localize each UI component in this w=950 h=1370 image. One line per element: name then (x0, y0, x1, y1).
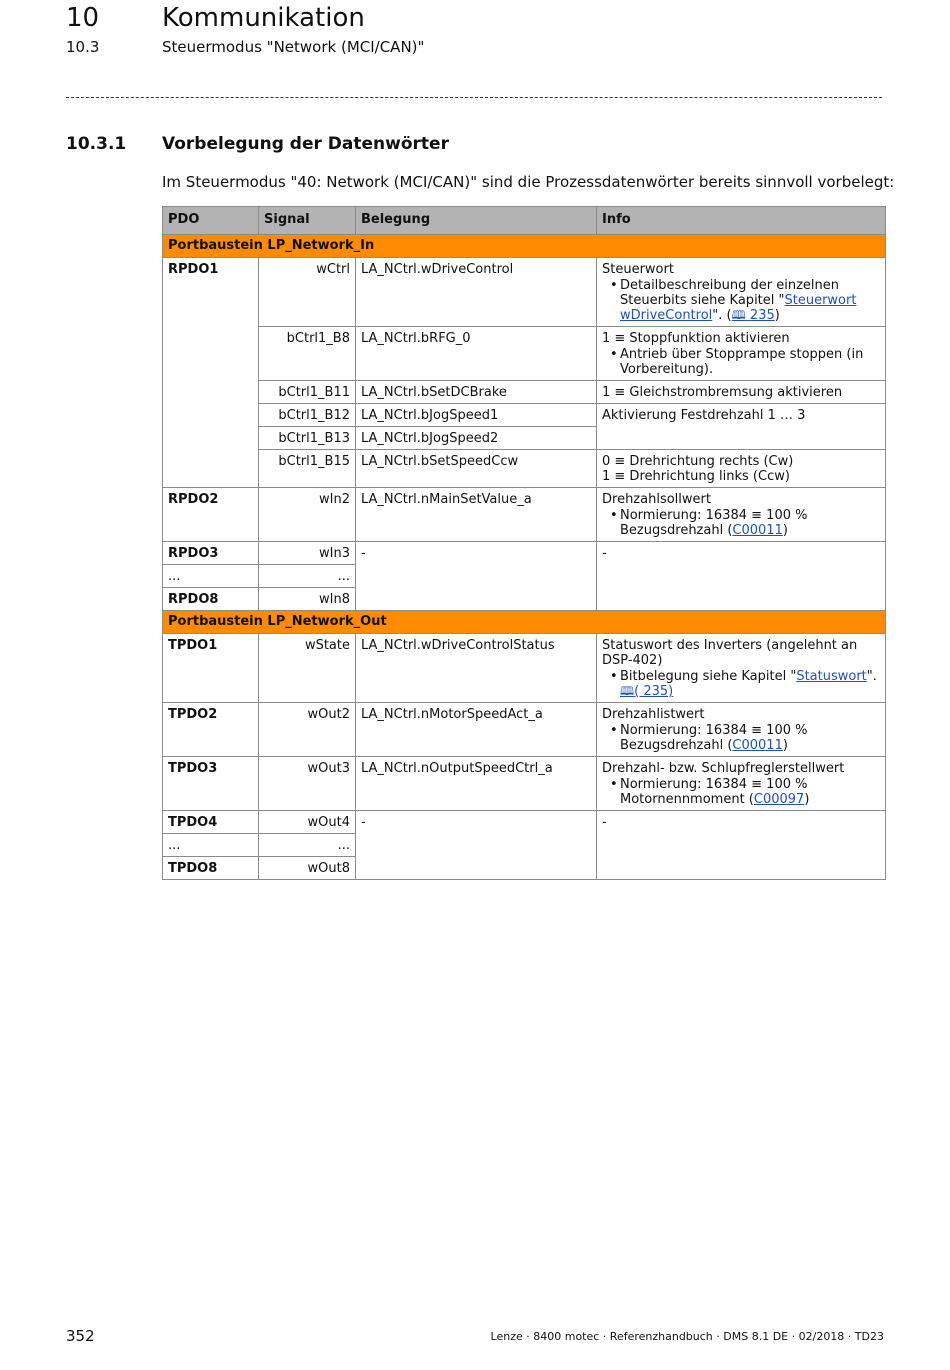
port-block-label: Portbaustein LP_Network_Out (163, 611, 886, 634)
column-header-pdo: PDO (163, 207, 259, 235)
belegung-cell: - (356, 811, 597, 880)
info-text: 1 ≡ Stoppfunktion aktivieren (602, 331, 790, 346)
table-row (163, 703, 886, 757)
subsection-title: Vorbelegung der Datenwörter (162, 134, 449, 154)
table-row (163, 258, 886, 327)
book-icon: 🕮 (620, 684, 635, 698)
info-text: Drehzahlistwert (602, 707, 705, 722)
signal-cell: wIn2 (259, 488, 356, 542)
signal-cell: wIn3 (259, 542, 356, 565)
intro-text: Im Steuermodus "40: Network (MCI/CAN)" sind die Prozessdatenwörter bereits sinnvoll vorbelegt: (162, 173, 895, 191)
column-header-belegung: Belegung (356, 207, 597, 235)
belegung-cell: LA_NCtrl.bSetSpeedCcw (356, 450, 597, 488)
chapter-number: 10 (66, 3, 100, 33)
info-cell (597, 488, 886, 542)
table-row (163, 450, 886, 488)
info-cell (597, 258, 886, 327)
signal-cell: bCtrl1_B11 (259, 381, 356, 404)
belegung-cell: LA_NCtrl.nMotorSpeedAct_a (356, 703, 597, 757)
signal-cell: wOut2 (259, 703, 356, 757)
header-divider (66, 97, 882, 98)
belegung-cell: LA_NCtrl.bSetDCBrake (356, 381, 597, 404)
info-text: Drehzahl- bzw. Schlupfreglerstellwert (602, 761, 845, 776)
pdo-cell: RPDO8 (163, 588, 259, 611)
info-cell (597, 327, 886, 381)
signal-cell: ... (259, 565, 356, 588)
signal-cell: bCtrl1_B12 (259, 404, 356, 427)
link-statuswort[interactable]: Statuswort (796, 669, 867, 684)
link-c00011[interactable]: C00011 (732, 738, 783, 753)
table-row (163, 488, 886, 542)
info-cell: - (597, 542, 886, 611)
book-icon: 🕮 (731, 308, 746, 322)
signal-cell: wOut4 (259, 811, 356, 834)
column-header-signal: Signal (259, 207, 356, 235)
table-row (163, 542, 886, 565)
link-c00097[interactable]: C00097 (753, 792, 805, 807)
info-bullet: • Detailbeschreibung der einzelnen Steuerbits siehe Kapitel "Steuerwort wDriveControl". (🕮 235) (620, 278, 880, 323)
pdo-cell: ... (163, 834, 259, 857)
pdo-cell: ... (163, 565, 259, 588)
pdo-cell: TPDO4 (163, 811, 259, 834)
table-row (163, 381, 886, 404)
belegung-cell: LA_NCtrl.nOutputSpeedCtrl_a (356, 757, 597, 811)
pdo-cell: RPDO2 (163, 488, 259, 542)
info-text: 0 ≡ Drehrichtung rechts (Cw) (602, 454, 794, 469)
info-text: 1 ≡ Drehrichtung links (Ccw) (602, 469, 790, 484)
footer-text: Lenze · 8400 motec · Referenzhandbuch · DMS 8.1 DE · 02/2018 · TD23 (490, 1330, 884, 1343)
info-bullet: • Normierung: 16384 ≡ 100 % Bezugsdrehzahl (C00011) (620, 508, 880, 538)
signal-cell: bCtrl1_B13 (259, 427, 356, 450)
signal-cell: bCtrl1_B8 (259, 327, 356, 381)
page-ref-link[interactable]: 🕮 235 (731, 308, 775, 323)
signal-cell: wOut8 (259, 857, 356, 880)
link-steuerwort[interactable]: Steuerwort wDriveControl (620, 293, 857, 323)
table-header-row (163, 207, 886, 235)
info-bullet: • Bitbelegung siehe Kapitel "Statuswort". 🕮( 235) (620, 669, 880, 699)
pdo-cell: TPDO1 (163, 634, 259, 703)
page-number: 352 (66, 1327, 95, 1345)
pdo-cell: TPDO3 (163, 757, 259, 811)
belegung-cell: LA_NCtrl.nMainSetValue_a (356, 488, 597, 542)
pdo-mapping-table (162, 206, 886, 880)
port-block-row-out (163, 611, 886, 634)
info-bullet: • Normierung: 16384 ≡ 100 % Bezugsdrehzahl (C00011) (620, 723, 880, 753)
table-row (163, 634, 886, 703)
section-number: 10.3 (66, 38, 100, 56)
table-row (163, 404, 886, 427)
chapter-title: Kommunikation (162, 3, 365, 33)
table-row (163, 811, 886, 834)
belegung-cell: - (356, 542, 597, 611)
info-cell (597, 703, 886, 757)
info-cell (597, 634, 886, 703)
info-cell: 1 ≡ Gleichstrombremsung aktivieren (597, 381, 886, 404)
page-ref-link[interactable]: 🕮( 235) (620, 684, 674, 699)
info-text: Statuswort des Inverters (angelehnt an DSP-402) (602, 638, 858, 668)
link-c00011[interactable]: C00011 (732, 523, 783, 538)
signal-cell: wCtrl (259, 258, 356, 327)
signal-cell: wState (259, 634, 356, 703)
pdo-cell: TPDO8 (163, 857, 259, 880)
belegung-cell: LA_NCtrl.wDriveControl (356, 258, 597, 327)
belegung-cell: LA_NCtrl.bJogSpeed2 (356, 427, 597, 450)
info-cell: Aktivierung Festdrehzahl 1 … 3 (597, 404, 886, 450)
column-header-info: Info (597, 207, 886, 235)
info-cell (597, 450, 886, 488)
belegung-cell: LA_NCtrl.wDriveControlStatus (356, 634, 597, 703)
subsection-number: 10.3.1 (66, 134, 127, 154)
belegung-cell: LA_NCtrl.bJogSpeed1 (356, 404, 597, 427)
info-bullet: • Antrieb über Stopprampe stoppen (in Vorbereitung). (620, 347, 880, 377)
info-cell: - (597, 811, 886, 880)
port-block-row-in (163, 235, 886, 258)
belegung-cell: LA_NCtrl.bRFG_0 (356, 327, 597, 381)
port-block-label: Portbaustein LP_Network_In (163, 235, 886, 258)
info-bullet: • Normierung: 16384 ≡ 100 % Motornennmoment (C00097) (620, 777, 880, 807)
signal-cell: ... (259, 834, 356, 857)
table-row (163, 757, 886, 811)
section-title: Steuermodus "Network (MCI/CAN)" (162, 38, 425, 56)
table-row (163, 327, 886, 381)
info-text: Steuerwort (602, 262, 674, 277)
pdo-cell: RPDO3 (163, 542, 259, 565)
signal-cell: wIn8 (259, 588, 356, 611)
signal-cell: bCtrl1_B15 (259, 450, 356, 488)
info-cell (597, 757, 886, 811)
pdo-cell: TPDO2 (163, 703, 259, 757)
info-text: Drehzahlsollwert (602, 492, 711, 507)
signal-cell: wOut3 (259, 757, 356, 811)
pdo-cell: RPDO1 (163, 258, 259, 488)
